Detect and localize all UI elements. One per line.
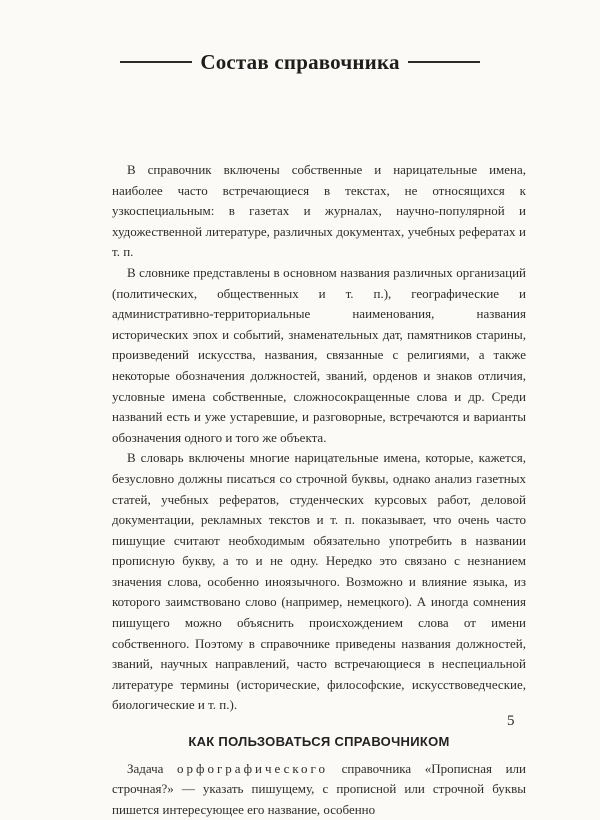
paragraph-2: В словнике представлены в основном названия различных организаций (политических, общественных и т. п.), географические и административно-территориальные наименования, названия исторических эпох и событий, знаменательных дат, памятников старины, произведений искусства, названия, связанные с религиями, а также некоторые обозначения должностей, званий, орденов и знаков отличия, условные имена собственные, сложносокращенные слова и др. Среди названий есть и уже устаревшие, и разговорные, встречаются и варианты обозначения одного и того же объекта. bbox=[112, 264, 526, 445]
title-rule-left bbox=[120, 61, 192, 63]
page-number: 5 bbox=[507, 713, 515, 729]
title-rule-right bbox=[408, 61, 480, 63]
paragraph-4-rest: справочника «Прописная или строчная?» — указать пишущему, с прописной или строчной буквы пишется интересующее его название, особенно bbox=[112, 760, 526, 817]
section-heading: КАК ПОЛЬЗОВАТЬСЯ СПРАВОЧНИКОМ bbox=[188, 734, 450, 750]
paragraph-4 bbox=[112, 759, 526, 820]
paragraph-4-start: Задача bbox=[127, 760, 178, 776]
body-text bbox=[112, 160, 526, 820]
title-row bbox=[0, 50, 600, 74]
paragraph-3: В словарь включены многие нарицательные имена, которые, кажется, безусловно должны писаться со строчной буквы, однако анализ газетных статей, учебных рефератов, студенческих курсовых работ, деловой документации, рекламных текстов и т. п. показывает, что очень часто пишущие считают необходимым обязательно употребить в названии прописную букву, а то и не одну. Нередко это связано с незнанием значения слова, особенно иноязычного. Возможно и влияние языка, из которого заимствовано слово (например, немецкого). А иногда сомнения пишущего можно объяснить происхождением слова от имени собственного. Поэтому в справочнике приведены названия должностей, званий, научных направлений, часто встречающиеся в неспециальной литературе термины (исторические, философские, искусствоведческие, биологические и т. п.). bbox=[112, 450, 526, 713]
paragraph-1: В справочник включены собственные и нарицательные имена, наиболее часто встречающиеся в текстах, не относящихся к узкоспециальным: в газетах и журналах, научно-популярной и художественной литературе, различных документах, учебных рефератах и т. п. bbox=[112, 162, 526, 260]
paragraph-4-spaced-word: орфографического bbox=[177, 760, 329, 776]
page-title: Состав справочника bbox=[200, 49, 400, 74]
